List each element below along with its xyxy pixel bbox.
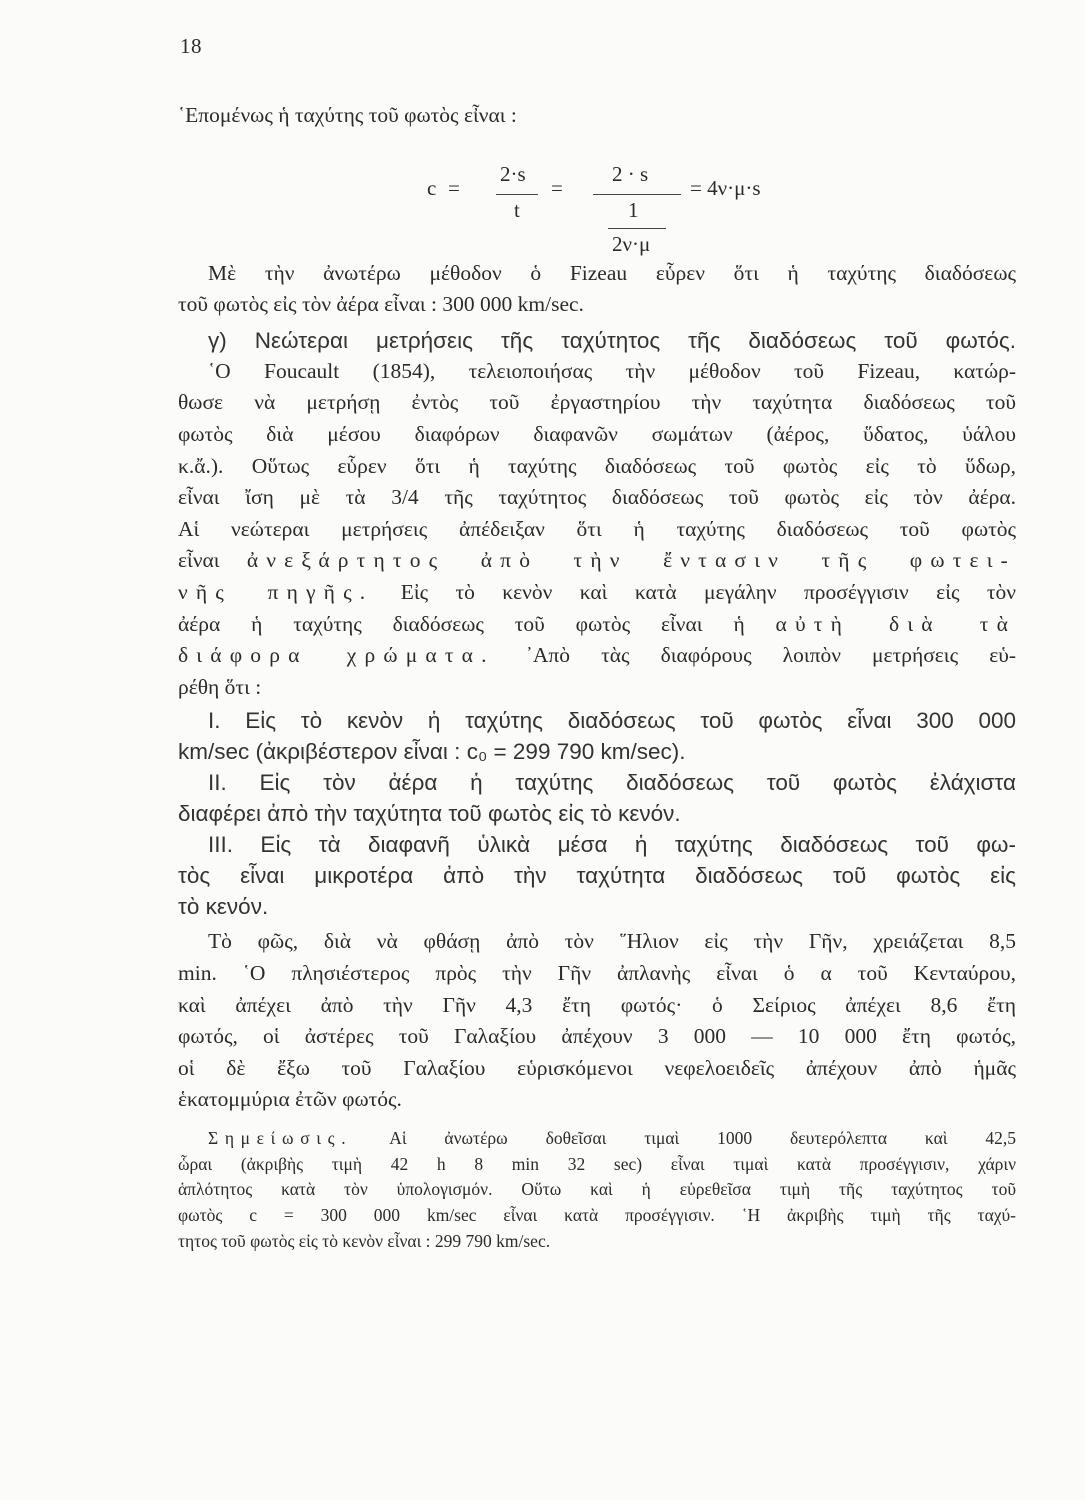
finding-item: II. Εἰς τὸν ἀέρα ἡ ταχύτης διαδόσεως τοῦ φωτὸς ἐλάχιστα: [208, 770, 1016, 796]
note-line: ἁπλότητος κατὰ τὸν ὑπολογισμόν. Οὕτω καὶ ἡ εὑρεθεῖσα τιμὴ τῆς ταχύτητος τοῦ: [178, 1179, 1016, 1200]
text-line: φωτός, οἱ ἀστέρες τοῦ Γαλαξίου ἀπέχουν 3 000 — 10 000 ἔτη φωτός,: [178, 1024, 1016, 1049]
note-text: Αἱ ἀνωτέρω δοθεῖσαι τιμαὶ 1000 δευτερόλεπτα καὶ 42,5: [389, 1127, 1016, 1148]
text-line: [178, 640, 1016, 672]
text-line: τοῦ φωτὸς εἰς τὸν ἀέρα εἶναι : 300 000 km/sec.: [178, 292, 584, 317]
emphasized-text: νῆς πηγῆς.: [178, 579, 374, 604]
intro-line: ῾Επομένως ἡ ταχύτης τοῦ φωτὸς εἶναι :: [178, 103, 517, 127]
text-line: [178, 577, 1016, 609]
formula-num1: 2·s: [500, 161, 526, 186]
formula-c: c: [427, 175, 437, 200]
emphasized-text: αὐτὴ διὰ τὰ: [775, 611, 1017, 636]
text-line: [178, 609, 1016, 641]
finding-item-cont: km/sec (ἀκριβέστερον εἶναι : c₀ = 299 790 km/sec).: [178, 739, 686, 765]
note-label: Σημείωσις.: [208, 1127, 353, 1148]
text-line: καὶ ἀπέχει ἀπὸ τὴν Γῆν 4,3 ἔτη φωτός· ὁ Σείριος ἀπέχει 8,6 ἔτη: [178, 992, 1016, 1017]
page-number: 18: [180, 34, 202, 58]
text-line: εἶναι ἴση μὲ τὰ 3/4 τῆς ταχύτητος διαδόσεως τοῦ φωτὸς εἰς τὸν ἀέρα.: [178, 485, 1016, 510]
note-line: τητος τοῦ φωτὸς εἰς τὸ κενὸν εἶναι : 299 790 km/sec.: [178, 1231, 551, 1252]
finding-item-cont: διαφέρει ἀπὸ τὴν ταχύτητα τοῦ φωτὸς εἰς τὸ κενόν.: [178, 801, 681, 827]
text-line: θωσε νὰ μετρήσῃ ἐντὸς τοῦ ἐργαστηρίου τὴν ταχύτητα διαδόσεως τοῦ: [178, 390, 1016, 415]
fraction-bar-3: [608, 228, 666, 229]
text-line: φωτὸς διὰ μέσου διαφόρων διαφανῶν σωμάτων (ἀέρος, ὕδατος, ὑάλου: [178, 421, 1016, 446]
formula-den2-den: 2ν·μ: [612, 231, 651, 256]
speed-formula: [178, 132, 1016, 258]
note-line: [178, 1126, 1016, 1152]
text-span: Εἰς τὸ κενὸν καὶ κατὰ μεγάλην προσέγγισιν εἰς τὸν: [400, 579, 1016, 604]
note-line: φωτὸς c = 300 000 km/sec εἶναι κατὰ προσέγγισιν. ῾Η ἀκριβὴς τιμὴ τῆς ταχύ-: [178, 1205, 1016, 1226]
section-heading: γ) Νεώτεραι μετρήσεις τῆς ταχύτητος τῆς διαδόσεως τοῦ φωτός.: [208, 327, 1016, 353]
fraction-bar-2: [593, 194, 681, 195]
findings-list: [178, 705, 1016, 922]
text-span: ᾿Απὸ τὰς διαφόρους λοιπὸν μετρήσεις εὑ-: [525, 643, 1017, 668]
formula-equals: =: [448, 175, 460, 200]
finding-item-cont: τὸς εἶναι μικροτέρα ἀπὸ τὴν ταχύτητα διαδόσεως τοῦ φωτὸς εἰς: [178, 863, 1016, 889]
fraction-bar-1: [496, 194, 538, 195]
text-line: ἑκατομμύρια ἐτῶν φωτός.: [178, 1087, 402, 1112]
text-line: Αἱ νεώτεραι μετρήσεις ἀπέδειξαν ὅτι ἡ ταχύτης διαδόσεως τοῦ φωτὸς: [178, 516, 1016, 541]
text-line: ῾Ο Foucault (1854), τελειοποιήσας τὴν μέθοδον τοῦ Fizeau, κατώρ-: [208, 358, 1016, 383]
formula-den1: t: [514, 197, 520, 222]
distances-paragraph: [178, 926, 1016, 1116]
fizeau-paragraph: [178, 258, 1016, 321]
modern-measurements-paragraph: [178, 514, 1016, 704]
footnote: [178, 1126, 1016, 1255]
finding-item-cont: τὸ κενόν.: [178, 894, 269, 920]
text-line: οἱ δὲ ἔξω τοῦ Γαλαξίου εὑρισκόμενοι νεφελοειδεῖς ἀπέχουν ἀπὸ ἡμᾶς: [178, 1055, 1016, 1080]
text-line: [178, 545, 1016, 577]
text-span: εἶναι: [178, 548, 220, 573]
emphasized-text: ἀνεξάρτητος ἀπὸ τὴν ἔντασιν τῆς φωτει-: [246, 548, 1016, 573]
emphasized-text: διάφορα χρώματα.: [178, 643, 495, 668]
text-line: ρέθη ὅτι :: [178, 674, 262, 699]
finding-item: I. Εἰς τὸ κενὸν ἡ ταχύτης διαδόσεως τοῦ φωτὸς εἶναι 300 000: [208, 708, 1016, 734]
text-line: κ.ἄ.). Οὕτως εὗρεν ὅτι ἡ ταχύτης διαδόσεως τοῦ φωτὸς εἰς τὸ ὕδωρ,: [178, 453, 1016, 478]
note-line: ὧραι (ἀκριβὴς τιμὴ 42 h 8 min 32 sec) εἶναι τιμαὶ κατὰ προσέγγισιν, χάριν: [178, 1153, 1016, 1174]
formula-equals-2: =: [551, 175, 563, 200]
text-line: min. ῾Ο πλησιέστερος πρὸς τὴν Γῆν ἀπλανὴς εἶναι ὁ α τοῦ Κενταύρου,: [178, 960, 1016, 985]
formula-result: = 4ν·μ·s: [690, 175, 761, 200]
formula-den2-num: 1: [628, 197, 639, 222]
page-body: [178, 100, 1016, 1255]
text-span: ἀέρα ἡ ταχύτης διαδόσεως τοῦ φωτὸς εἶναι ἡ: [178, 611, 745, 636]
foucault-paragraph: [178, 356, 1016, 514]
text-line: Τὸ φῶς, διὰ νὰ φθάσῃ ἀπὸ τὸν ῞Ηλιον εἰς τὴν Γῆν, χρειάζεται 8,5: [208, 929, 1016, 954]
text-line: Μὲ τὴν ἀνωτέρω μέθοδον ὁ Fizeau εὗρεν ὅτι ἡ ταχύτης διαδόσεως: [208, 260, 1016, 285]
finding-item: III. Εἰς τὰ διαφανῆ ὑλικὰ μέσα ἡ ταχύτης διαδόσεως τοῦ φω-: [208, 832, 1016, 858]
formula-num2: 2 · s: [612, 161, 649, 186]
